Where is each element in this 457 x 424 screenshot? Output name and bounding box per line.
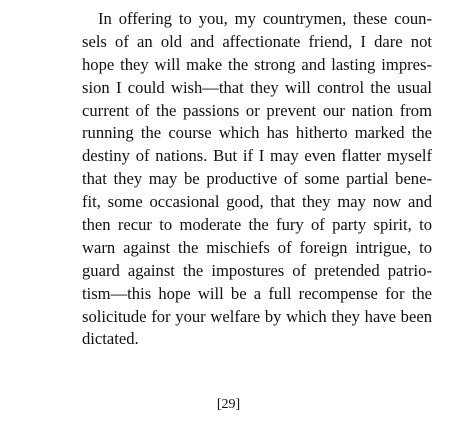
paragraph-line: dictated. <box>82 329 139 349</box>
paragraph-line: sels of an old and affectionate friend, I dare not <box>82 31 432 51</box>
paragraph-line: solicitude for your welfare by which they have been <box>82 306 432 326</box>
page-number: [29] <box>216 397 241 412</box>
paragraph-line: hope they will make the strong and lasting impres- <box>82 54 432 74</box>
paragraph-line: warn against the mischiefs of foreign intrigue, to <box>82 237 432 257</box>
paragraph-line: running the course which has hitherto marked the <box>82 123 432 143</box>
paragraph-line: guard against the impostures of pretended patrio- <box>82 260 432 280</box>
paragraph-line: that they may be productive of some partial bene- <box>82 169 432 189</box>
paragraph-line: sion I could wish—that they will control the usual <box>82 77 432 97</box>
paragraph-line: tism—this hope will be a full recompense for the <box>82 283 432 303</box>
paragraph-line: then recur to moderate the fury of party spirit, to <box>82 215 432 235</box>
paragraph-line: In offering to you, my countrymen, these coun- <box>98 9 432 28</box>
paragraph-line: fit, some occasional good, that they may now and <box>82 192 432 212</box>
body-paragraph <box>82 8 432 351</box>
paragraph-line: current of the passions or prevent our nation from <box>82 100 432 120</box>
paragraph-line: destiny of nations. But if I may even flatter myself <box>82 146 432 166</box>
